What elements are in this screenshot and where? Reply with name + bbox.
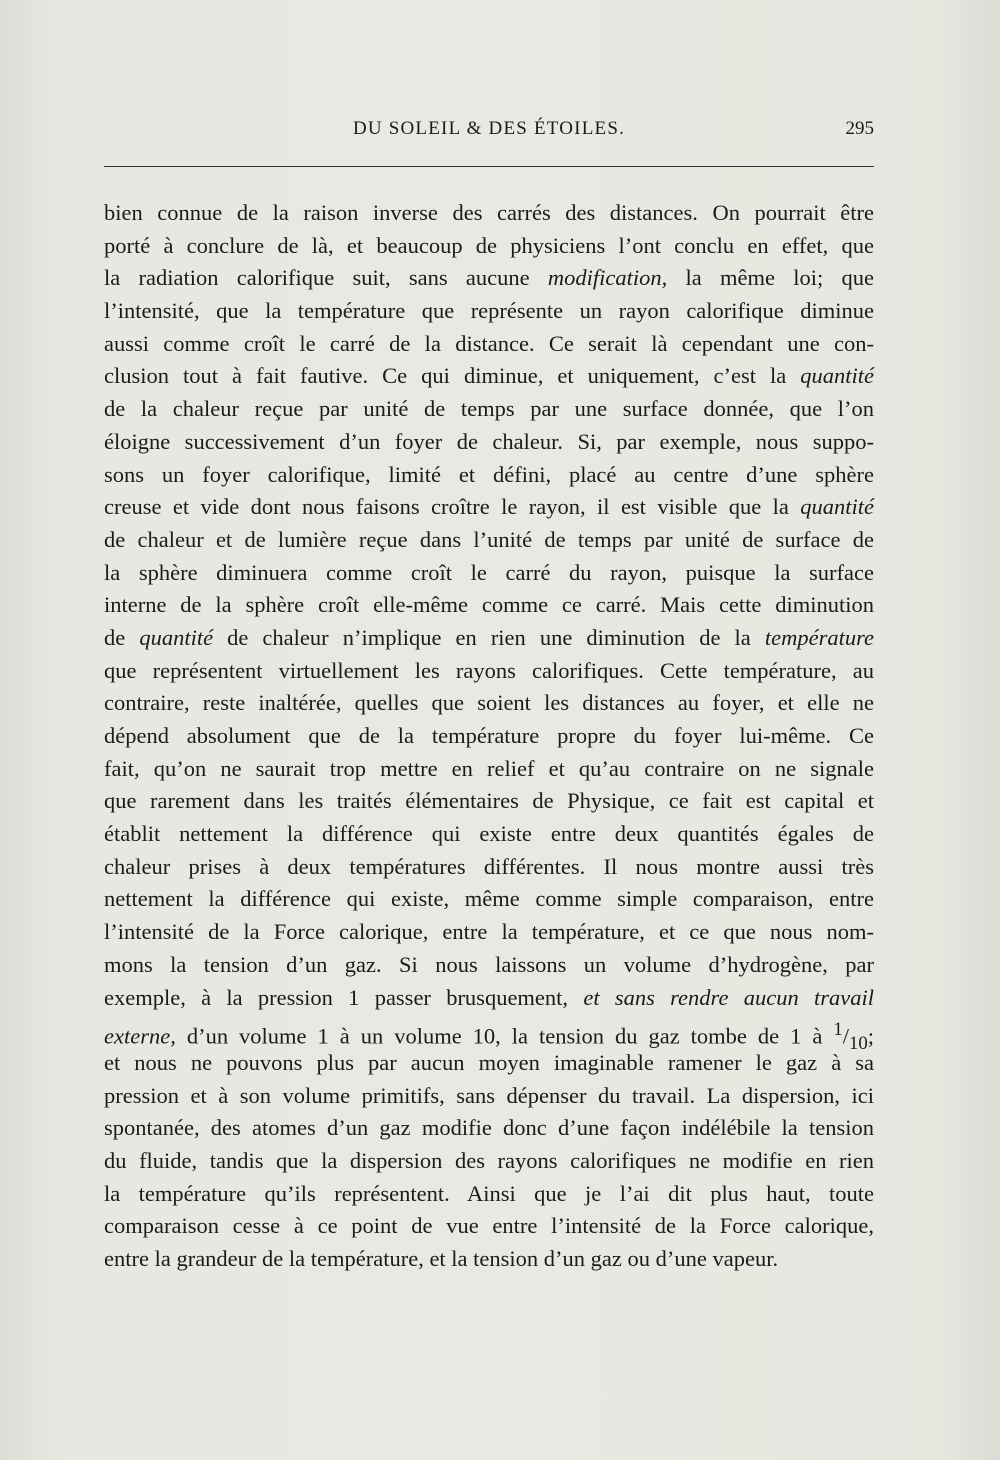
text-span: de chaleur n’implique en rien une diminution de la bbox=[213, 624, 765, 650]
text-span: que rarement dans les traités élémentaires de Physique, ce fait est capital et bbox=[104, 788, 874, 814]
text-span: la température qu’ils représentent. Ainsi que je l’ai dit plus haut, toute bbox=[104, 1180, 874, 1206]
text-line bbox=[104, 1080, 874, 1113]
text-span: de la chaleur reçue par unité de temps par une surface donnée, que l’on bbox=[104, 396, 874, 422]
text-span: bien connue de la raison inverse des carrés des distances. On pourrait être bbox=[104, 200, 874, 225]
text-span: éloigne successivement d’un foyer de chaleur. Si, par exemple, nous suppo- bbox=[104, 428, 874, 454]
text-span: exemple, à la pression 1 passer brusquement, bbox=[104, 984, 584, 1010]
text-span: de bbox=[104, 624, 140, 650]
italic-span: et sans rendre aucun travail bbox=[583, 984, 874, 1010]
text-line bbox=[104, 1243, 874, 1276]
text-span: et nous ne pouvons plus par aucun moyen imaginable ramener le gaz à sa bbox=[104, 1049, 874, 1075]
text-span: la sphère diminuera comme croît le carré du rayon, puisque la surface bbox=[104, 559, 874, 585]
page-header bbox=[104, 116, 874, 146]
fraction-numerator: 1 bbox=[833, 1019, 843, 1041]
text-line bbox=[104, 262, 874, 295]
fraction-denominator: 10 bbox=[848, 1033, 868, 1055]
text-span: du fluide, tandis que la dispersion des rayons calorifiques ne modifie en rien bbox=[104, 1147, 874, 1173]
text-span: entre la grandeur de la température, et la tension d’un gaz ou d’une vapeur. bbox=[104, 1246, 779, 1271]
text-line bbox=[104, 295, 874, 328]
text-span: interne de la sphère croît elle-même comme ce carré. Mais cette diminution bbox=[104, 592, 874, 618]
italic-span: quantité bbox=[800, 363, 874, 389]
text-line bbox=[104, 1178, 874, 1211]
text-span: porté à conclure de là, et beaucoup de physiciens l’ont conclu en effet, que bbox=[104, 232, 874, 258]
text-line bbox=[104, 883, 874, 916]
text-span: / bbox=[842, 1023, 849, 1049]
text-span: fait, qu’on ne saurait trop mettre en relief et qu’au contraire on ne signale bbox=[104, 755, 874, 781]
text-span: mons la tension d’un gaz. Si nous laissons un volume d’hydrogène, par bbox=[104, 951, 874, 977]
text-line bbox=[104, 1210, 874, 1243]
body-paragraph bbox=[104, 197, 874, 1276]
text-span: aussi comme croît le carré de la distance. Ce serait là cependant une con- bbox=[104, 330, 874, 356]
text-line bbox=[104, 589, 874, 622]
text-line bbox=[104, 949, 874, 982]
text-line bbox=[104, 426, 874, 459]
running-title: DU SOLEIL & DES ÉTOILES. bbox=[352, 118, 626, 139]
text-line bbox=[104, 328, 874, 361]
text-line bbox=[104, 916, 874, 949]
text-line bbox=[104, 851, 874, 884]
text-span: spontanée, des atomes d’un gaz modifie donc d’une façon indélébile la tension bbox=[104, 1115, 874, 1141]
text-line bbox=[104, 687, 874, 720]
text-span: chaleur prises à deux températures différentes. Il nous montre aussi très bbox=[104, 853, 874, 879]
text-span: ; bbox=[867, 1023, 874, 1049]
text-span: comparaison cesse à ce point de vue entre l’intensité de la Force calorique, bbox=[104, 1213, 874, 1239]
page-number: 295 bbox=[845, 118, 874, 139]
text-line bbox=[104, 720, 874, 753]
text-span: de chaleur et de lumière reçue dans l’unité de temps par unité de surface de bbox=[104, 526, 874, 552]
text-span: creuse et vide dont nous faisons croître le rayon, il est visible que la bbox=[104, 494, 801, 520]
text-line bbox=[104, 982, 874, 1015]
text-span: nettement la différence qui existe, même comme simple comparaison, entre bbox=[104, 886, 874, 912]
text-span: la radiation calorifique suit, sans aucune bbox=[104, 265, 548, 291]
text-line bbox=[104, 524, 874, 557]
text-span: d’un volume 1 à un volume 10, la tension du gaz tombe de 1 à bbox=[175, 1023, 834, 1049]
text-line bbox=[104, 393, 874, 426]
text-span: que représentent virtuellement les rayons calorifiques. Cette température, au bbox=[104, 657, 874, 683]
text-line bbox=[104, 360, 874, 393]
text-span: établit nettement la différence qui existe entre deux quantités égales de bbox=[104, 821, 874, 847]
text-line bbox=[104, 1014, 874, 1055]
text-line bbox=[104, 753, 874, 786]
text-line bbox=[104, 459, 874, 492]
text-line bbox=[104, 1047, 874, 1080]
text-line bbox=[104, 655, 874, 688]
text-span: l’intensité, que la température que représente un rayon calorifique diminue bbox=[104, 298, 874, 324]
text-line bbox=[104, 1145, 874, 1178]
text-span: contraire, reste inaltérée, quelles que soient les distances au foyer, et elle ne bbox=[104, 690, 874, 716]
text-line bbox=[104, 622, 874, 655]
italic-span: quantité bbox=[139, 624, 214, 650]
text-span: l’intensité de la Force calorique, entre la température, et ce que nous nom- bbox=[104, 919, 874, 945]
text-span: sons un foyer calorifique, limité et défini, placé au centre d’une sphère bbox=[104, 461, 874, 487]
text-span: clusion tout à fait fautive. Ce qui diminue, et uniquement, c’est la bbox=[104, 363, 801, 389]
text-line bbox=[104, 491, 874, 524]
text-line bbox=[104, 818, 874, 851]
header-rule bbox=[104, 166, 874, 167]
text-span: dépend absolument que de la température propre du foyer lui-même. Ce bbox=[104, 723, 874, 748]
text-line bbox=[104, 785, 874, 818]
text-line bbox=[104, 230, 874, 263]
text-line bbox=[104, 197, 874, 230]
italic-span: modification, bbox=[547, 265, 668, 291]
text-span: pression et à son volume primitifs, sans dépenser du travail. La dispersion, ici bbox=[104, 1082, 874, 1108]
italic-span: quantité bbox=[800, 494, 874, 520]
text-line bbox=[104, 557, 874, 590]
text-line bbox=[104, 1112, 874, 1145]
italic-span: externe, bbox=[104, 1023, 176, 1049]
text-span: la même loi; que bbox=[667, 265, 874, 291]
italic-span: température bbox=[764, 624, 874, 650]
